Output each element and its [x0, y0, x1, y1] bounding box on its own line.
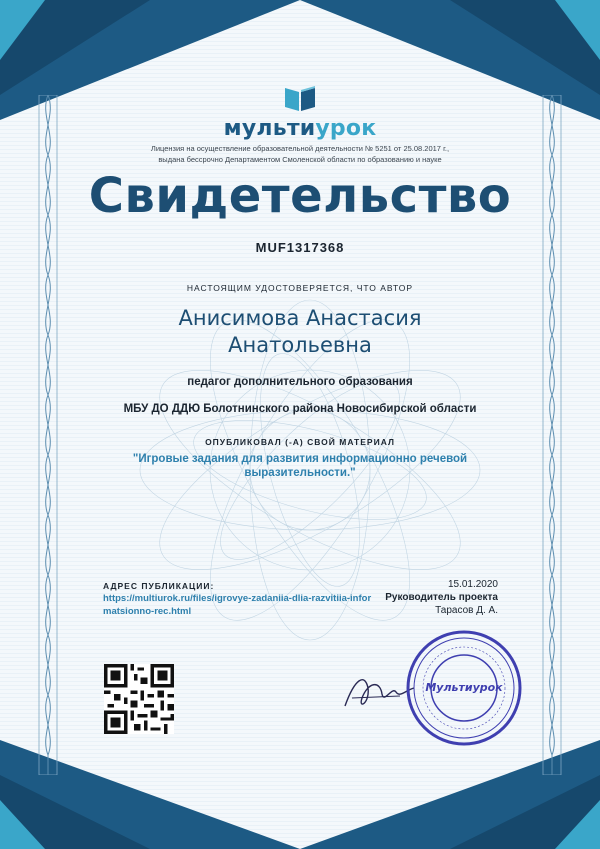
publication-url-link[interactable]: https://multiurok.ru/files/igrovye-zadaniia-dlia-razvitiia-informatsionno-rec.html [103, 593, 372, 617]
brand-part2: урок [315, 116, 377, 141]
signer-role: Руководитель проекта [385, 592, 498, 603]
recipient-name-line2: Анатольевна [228, 333, 372, 357]
recipient-position: педагог дополнительного образования [187, 376, 413, 388]
recipient-name [0, 305, 600, 359]
license-line2: выдана бессрочно Департаментом Смоленской области по образованию и науке [158, 155, 442, 164]
recipient-organization: МБУ ДО ДДЮ Болотнинского района Новосибирской области [123, 403, 477, 415]
material-title: "Игровые задания для развития информационно речевой выразительности." [132, 453, 468, 479]
stamp-label: Мультиурок [425, 681, 503, 694]
recipient-name-line1: Анисимова Анастасия [178, 306, 422, 330]
logo [0, 84, 600, 117]
signer-name: Тарасов Д. А. [435, 605, 498, 616]
certificate-number: MUF1317368 [255, 240, 345, 255]
license-line1: Лицензия на осуществление образовательной деятельности № 5251 от 25.08.2017 г., [150, 144, 450, 153]
brand-name [0, 116, 600, 141]
license-text [0, 143, 600, 165]
certificate-intro: НАСТОЯЩИМ УДОСТОВЕРЯЕТСЯ, ЧТО АВТОР [186, 283, 414, 293]
published-label: ОПУБЛИКОВАЛ (-А) СВОЙ МАТЕРИАЛ [205, 437, 395, 447]
qr-code[interactable] [104, 664, 174, 734]
book-icon [283, 84, 317, 112]
certificate-title: Свидетельство [88, 168, 512, 224]
brand-part1: мульти [223, 116, 316, 141]
publication-address-label: АДРЕС ПУБЛИКАЦИИ: [103, 581, 215, 591]
issue-date: 15.01.2020 [447, 579, 498, 590]
